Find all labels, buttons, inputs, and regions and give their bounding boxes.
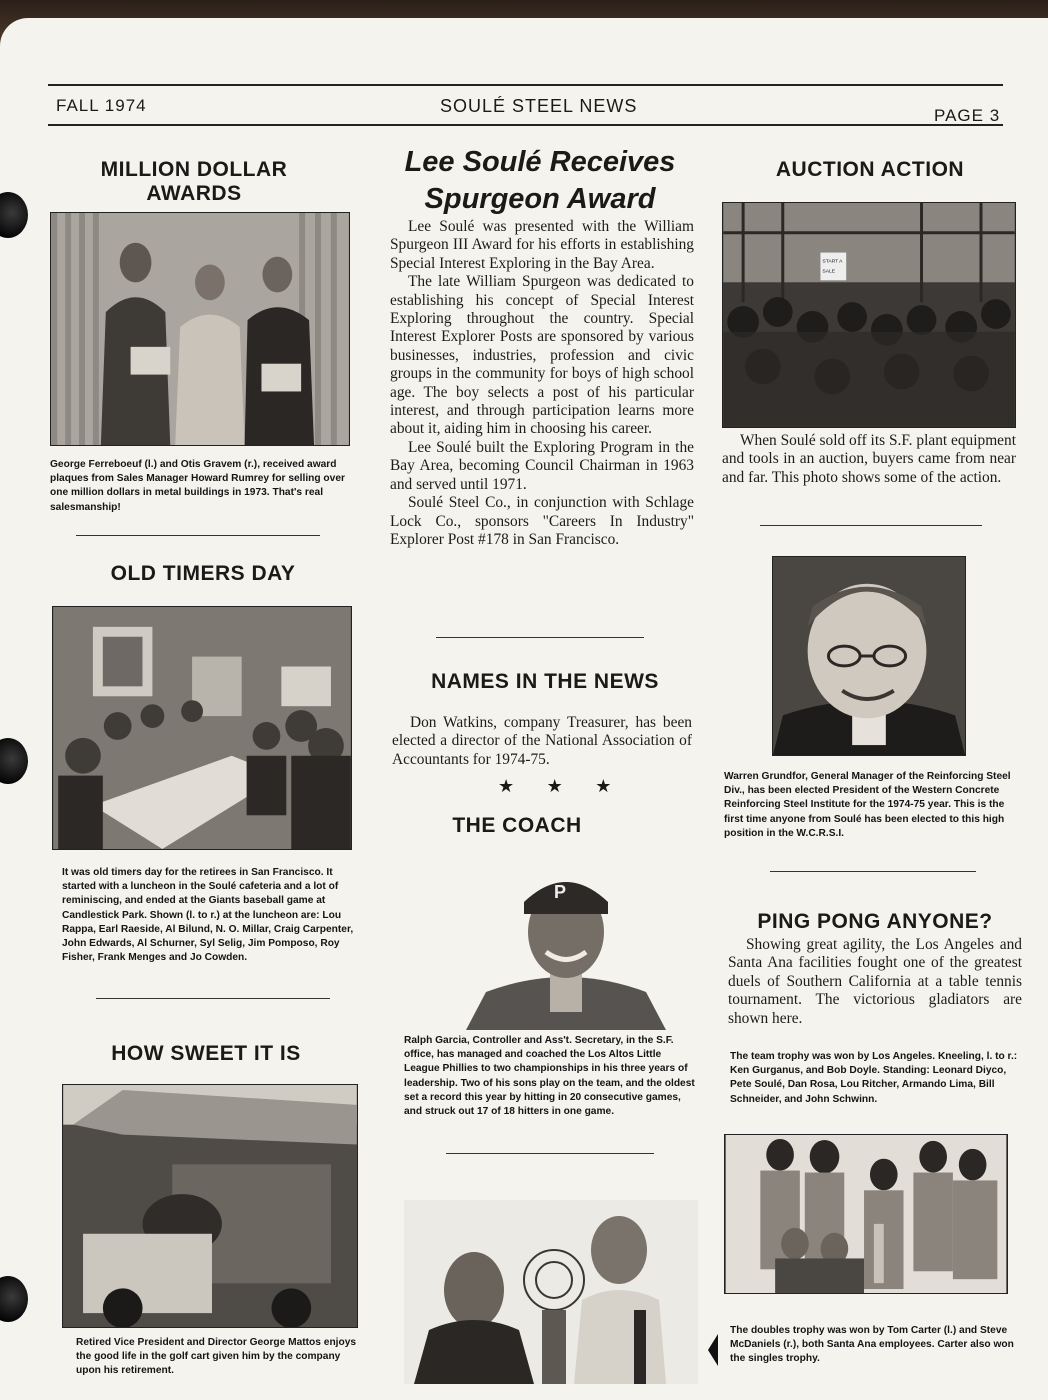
- auction-caption: When Soulé sold off its S.F. plant equipment and tools in an auction, buyers came from near and far. This photo shows some of the action.: [722, 432, 1016, 486]
- grundfor-caption: Warren Grundfor, General Manager of the Reinforcing Steel Div., has been elected President of the Western Concrete Reinforcing Steel Institute for the 1974-75 year. This is the first time anyone from Soulé has been elected to this high position in the W.C.R.S.I.: [724, 771, 1011, 839]
- auction-photo: [722, 202, 1016, 428]
- coach-portrait-illustration: [466, 862, 666, 1030]
- spurgeon-article: [390, 218, 694, 549]
- auction-sign-text: START A: [822, 259, 843, 265]
- spurgeon-paragraph-1: Lee Soulé was presented with the William Spurgeon III Award for his efforts in establishing Special Interest Exploring in the Bay Area.: [390, 218, 694, 272]
- old-timers-photo: [52, 606, 352, 850]
- divider-right-1: [760, 525, 982, 526]
- header-rule-bottom: [48, 124, 1003, 126]
- ping-pong-team-illustration: [725, 1135, 1007, 1293]
- header-rule-top: [48, 84, 1003, 86]
- svg-text:P: P: [554, 882, 567, 902]
- ping-pong-text: Showing great agility, the Los Angeles and Santa Ana facilities fought one of the greatest duels of Southern California at a table tennis tournament. The victorious gladiators are shown here.: [728, 936, 1022, 1027]
- million-dollar-caption: George Ferreboeuf (l.) and Otis Gravem (r.), received award plaques from Sales Manager Howard Rumrey for selling over one million dollars in metal buildings in 1973. That's real salesmanship!: [50, 459, 345, 513]
- spurgeon-title-line2: Spurgeon Award: [424, 183, 656, 215]
- coach-photo: [466, 862, 666, 1030]
- spurgeon-paragraph-4: Soulé Steel Co., in conjunction with Schlage Lock Co., sponsors "Careers In Industry" Explorer Post #178 in San Francisco.: [390, 494, 694, 548]
- doubles-winners-illustration: [404, 1200, 698, 1384]
- million-dollar-title: MILLION DOLLAR AWARDS: [100, 158, 288, 205]
- spurgeon-paragraph-3: Lee Soulé built the Exploring Program in the Bay Area, becoming Council Chairman in 1963 and served until 1971.: [390, 438, 694, 493]
- pointer-arrow-icon: [708, 1334, 718, 1366]
- auction-title: AUCTION ACTION: [775, 158, 965, 181]
- doubles-trophy-caption: The doubles trophy was won by Tom Carter (l.) and Steve McDaniels (r.), both Santa Ana employees. Carter also won the singles trophy.: [730, 1325, 1014, 1365]
- spurgeon-paragraph-2: The late William Spurgeon was dedicated to establishing his concept of Special Interest Exploring throughout the country. Special Interest Explorer Posts are sponsored by various businesses, industries, profession and civic groups in the community for boys of high school age. The boy selects a post of his particular interest, and through participation learns more about it, aiding him in choosing his career.: [390, 273, 694, 438]
- coach-title: THE COACH: [452, 814, 582, 837]
- header-publication: SOULÉ STEEL NEWS: [440, 96, 638, 116]
- header-season: FALL 1974: [56, 96, 147, 115]
- how-sweet-title: HOW SWEET IT IS: [111, 1042, 301, 1065]
- million-dollar-photo: [50, 212, 350, 446]
- auction-crowd-illustration: [723, 203, 1015, 427]
- old-timers-caption: It was old timers day for the retirees in San Francisco. It started with a luncheon in the Soulé cafeteria and a lot of reminiscing, and ended at the Giants baseball game at Candlestick Park. Shown (l. to r.) at the luncheon are: Lou Rappa, Earl Raeside, Al Bilund, N. O. Millar, Craig Carpenter, John Edwards, Al Schurner, Syl Selig, Jim Pomposo, Roy Fisher, Frank Menges and Jo Cowden.: [62, 867, 354, 964]
- divider-right-2: [770, 871, 976, 872]
- section-stars: ★ ★ ★: [498, 776, 626, 796]
- doubles-photo: [404, 1200, 698, 1384]
- divider-middle-1: [436, 637, 644, 638]
- ping-pong-title: PING PONG ANYONE?: [757, 910, 993, 933]
- team-trophy-caption: The team trophy was won by Los Angeles. Kneeling, l. to r.: Ken Gurganus, and Bob Doyle. Standing: Leonard Diyco, Pete Soulé, Dan Rosa, Lou Ritcher, Armando Lima, Bill Schneider, and John Schwinn.: [730, 1051, 1018, 1105]
- three-men-illustration: [51, 213, 349, 445]
- spurgeon-title-line1: Lee Soulé Receives: [404, 146, 676, 178]
- coach-caption: Ralph Garcia, Controller and Ass't. Secretary, in the S.F. office, has managed and coached the Los Altos Little League Phillies to two championships in his three years of leadership. Two of his sons play on the team, and the oldest set a record this year by hitting in 20 consecutive games, and struck out 17 of 18 hitters in one game.: [404, 1035, 695, 1118]
- names-in-news-text: Don Watkins, company Treasurer, has been elected a director of the National Association of Accountants for 1974-75.: [392, 714, 692, 768]
- divider-middle-2: [446, 1153, 654, 1154]
- golf-cart-illustration: [63, 1085, 357, 1327]
- divider-left-1: [76, 535, 320, 536]
- how-sweet-caption: Retired Vice President and Director George Mattos enjoys the good life in the golf cart given him by the company upon his retirement.: [76, 1337, 357, 1377]
- svg-text:SALE: SALE: [822, 269, 836, 275]
- spurgeon-title: [380, 144, 700, 218]
- names-in-news-title: NAMES IN THE NEWS: [431, 670, 659, 693]
- old-timers-title: OLD TIMERS DAY: [110, 562, 296, 585]
- grundfor-photo: [772, 556, 966, 756]
- header-page-number: PAGE 3: [934, 106, 1001, 125]
- how-sweet-photo: [62, 1084, 358, 1328]
- divider-left-2: [96, 998, 330, 999]
- luncheon-table-illustration: [53, 607, 351, 849]
- team-trophy-photo: [724, 1134, 1008, 1294]
- grundfor-portrait-illustration: [773, 557, 965, 755]
